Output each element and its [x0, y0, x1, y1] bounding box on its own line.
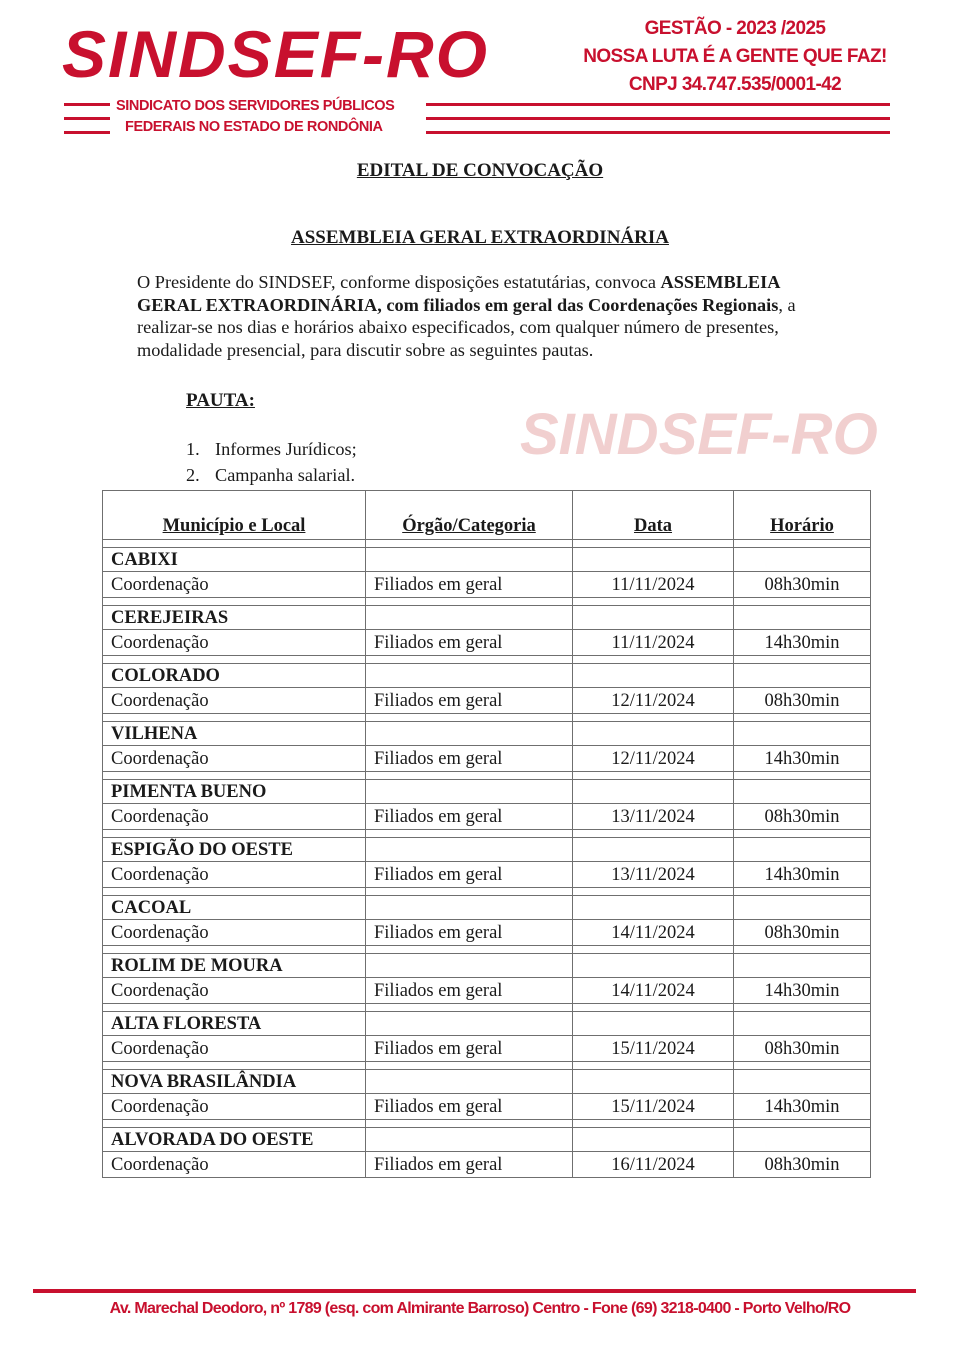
- management-period: GESTÃO - 2023 /2025: [644, 18, 826, 39]
- empty-cell: [366, 1070, 573, 1094]
- spacer-cell: [366, 1004, 573, 1012]
- municipality-name: VILHENA: [103, 722, 366, 746]
- time-cell: 14h30min: [734, 862, 871, 888]
- table-spacer-row: [103, 830, 871, 838]
- agenda-item: [186, 436, 357, 462]
- empty-cell: [573, 664, 734, 688]
- empty-cell: [573, 838, 734, 862]
- decorative-line: [426, 103, 890, 106]
- spacer-cell: [734, 1120, 871, 1128]
- location-cell: Coordenação: [103, 1036, 366, 1062]
- table-spacer-row: [103, 946, 871, 954]
- spacer-cell: [734, 1004, 871, 1012]
- municipality-name: CACOAL: [103, 896, 366, 920]
- time-cell: 08h30min: [734, 572, 871, 598]
- empty-cell: [366, 838, 573, 862]
- table-row: [103, 1152, 871, 1178]
- date-cell: 16/11/2024: [573, 1152, 734, 1178]
- category-cell: Filiados em geral: [366, 920, 573, 946]
- agenda-item-text: Informes Jurídicos;: [215, 439, 357, 459]
- decorative-line: [426, 131, 890, 134]
- spacer-cell: [366, 1120, 573, 1128]
- empty-cell: [573, 606, 734, 630]
- empty-cell: [573, 780, 734, 804]
- spacer-cell: [734, 946, 871, 954]
- spacer-cell: [366, 598, 573, 606]
- table-row: [103, 746, 871, 772]
- spacer-cell: [734, 598, 871, 606]
- cnpj: CNPJ 34.747.535/0001-42: [628, 74, 842, 95]
- spacer-cell: [734, 1062, 871, 1070]
- municipality-name: COLORADO: [103, 664, 366, 688]
- intro-paragraph: [137, 271, 837, 361]
- column-header-category: Órgão/Categoria: [366, 491, 573, 540]
- spacer-cell: [573, 714, 734, 722]
- empty-cell: [734, 1012, 871, 1036]
- empty-cell: [734, 954, 871, 978]
- document-title: EDITAL DE CONVOCAÇÃO: [356, 160, 604, 181]
- empty-cell: [366, 722, 573, 746]
- empty-cell: [573, 954, 734, 978]
- location-cell: Coordenação: [103, 804, 366, 830]
- category-cell: Filiados em geral: [366, 572, 573, 598]
- empty-cell: [366, 780, 573, 804]
- date-cell: 14/11/2024: [573, 978, 734, 1004]
- empty-cell: [573, 1070, 734, 1094]
- empty-cell: [366, 954, 573, 978]
- location-cell: Coordenação: [103, 862, 366, 888]
- spacer-cell: [366, 830, 573, 838]
- footer-address: Av. Marechal Deodoro, nº 1789 (esq. com Almirante Barroso) Centro - Fone (69) 3218-0400 - Porto Velho/RO: [109, 1300, 851, 1317]
- time-cell: 08h30min: [734, 920, 871, 946]
- agenda-heading: PAUTA:: [186, 390, 255, 411]
- decorative-line: [64, 117, 110, 120]
- date-cell: 13/11/2024: [573, 862, 734, 888]
- empty-cell: [573, 1012, 734, 1036]
- table-row: [103, 1094, 871, 1120]
- time-cell: 14h30min: [734, 1094, 871, 1120]
- spacer-cell: [103, 1120, 366, 1128]
- empty-cell: [573, 896, 734, 920]
- union-logo: SINDSEF-RO: [62, 17, 490, 91]
- municipality-name: ROLIM DE MOURA: [103, 954, 366, 978]
- table-row: [103, 920, 871, 946]
- spacer-cell: [573, 1004, 734, 1012]
- time-cell: 08h30min: [734, 804, 871, 830]
- municipality-name: NOVA BRASILÂNDIA: [103, 1070, 366, 1094]
- category-cell: Filiados em geral: [366, 1036, 573, 1062]
- schedule-table: [102, 490, 871, 1178]
- municipality-name: CABIXI: [103, 548, 366, 572]
- spacer-cell: [366, 540, 573, 548]
- empty-cell: [734, 722, 871, 746]
- spacer-cell: [103, 714, 366, 722]
- spacer-cell: [573, 830, 734, 838]
- municipality-name: PIMENTA BUENO: [103, 780, 366, 804]
- date-cell: 13/11/2024: [573, 804, 734, 830]
- spacer-cell: [573, 1062, 734, 1070]
- time-cell: 08h30min: [734, 1036, 871, 1062]
- empty-cell: [366, 1012, 573, 1036]
- spacer-cell: [366, 888, 573, 896]
- location-cell: Coordenação: [103, 978, 366, 1004]
- intro-text-2: , a realizar-se nos dias e horários abaixo especificados, com qualquer número de presentes, modalidade presencial, para discutir sobre as seguintes pautas.: [137, 294, 796, 360]
- location-cell: Coordenação: [103, 746, 366, 772]
- table-row-municipality: [103, 664, 871, 688]
- spacer-cell: [103, 598, 366, 606]
- spacer-cell: [573, 656, 734, 664]
- decorative-line: [426, 117, 890, 120]
- spacer-cell: [103, 540, 366, 548]
- decorative-line: [64, 103, 110, 106]
- date-cell: 15/11/2024: [573, 1036, 734, 1062]
- location-cell: Coordenação: [103, 630, 366, 656]
- category-cell: Filiados em geral: [366, 1094, 573, 1120]
- date-cell: 12/11/2024: [573, 746, 734, 772]
- table-spacer-row: [103, 540, 871, 548]
- location-cell: Coordenação: [103, 1152, 366, 1178]
- empty-cell: [734, 1128, 871, 1152]
- column-header-date: Data: [573, 491, 734, 540]
- union-name-line2: FEDERAIS NO ESTADO DE RONDÔNIA: [125, 119, 383, 135]
- empty-cell: [366, 606, 573, 630]
- category-cell: Filiados em geral: [366, 862, 573, 888]
- table-row: [103, 630, 871, 656]
- spacer-cell: [734, 540, 871, 548]
- spacer-cell: [573, 888, 734, 896]
- location-cell: Coordenação: [103, 572, 366, 598]
- table-row-municipality: [103, 954, 871, 978]
- spacer-cell: [366, 946, 573, 954]
- empty-cell: [734, 1070, 871, 1094]
- spacer-cell: [366, 1062, 573, 1070]
- agenda-item-number: 1.: [186, 439, 200, 459]
- table-spacer-row: [103, 772, 871, 780]
- spacer-cell: [103, 888, 366, 896]
- table-row: [103, 804, 871, 830]
- table-row: [103, 688, 871, 714]
- time-cell: 14h30min: [734, 630, 871, 656]
- table-row-municipality: [103, 548, 871, 572]
- category-cell: Filiados em geral: [366, 978, 573, 1004]
- schedule-rows: [103, 540, 871, 1178]
- spacer-cell: [734, 714, 871, 722]
- time-cell: 08h30min: [734, 1152, 871, 1178]
- agenda-item: [186, 462, 357, 488]
- spacer-cell: [734, 656, 871, 664]
- spacer-cell: [103, 1004, 366, 1012]
- municipality-name: ALVORADA DO OESTE: [103, 1128, 366, 1152]
- location-cell: Coordenação: [103, 920, 366, 946]
- spacer-cell: [573, 1120, 734, 1128]
- agenda-list: [186, 436, 357, 488]
- intro-text-bold: ASSEMBLEIA GERAL EXTRAORDINÁRIA, com filiados em geral das Coordenações Regionais: [137, 272, 780, 315]
- spacer-cell: [103, 656, 366, 664]
- table-row-municipality: [103, 722, 871, 746]
- table-row-municipality: [103, 780, 871, 804]
- empty-cell: [366, 664, 573, 688]
- date-cell: 11/11/2024: [573, 572, 734, 598]
- decorative-line: [64, 131, 110, 134]
- time-cell: 14h30min: [734, 746, 871, 772]
- spacer-cell: [366, 714, 573, 722]
- date-cell: 12/11/2024: [573, 688, 734, 714]
- spacer-cell: [573, 540, 734, 548]
- column-header-municipality: Município e Local: [103, 491, 366, 540]
- empty-cell: [573, 1128, 734, 1152]
- table-row-municipality: [103, 838, 871, 862]
- spacer-cell: [573, 598, 734, 606]
- spacer-cell: [573, 946, 734, 954]
- location-cell: Coordenação: [103, 1094, 366, 1120]
- spacer-cell: [103, 772, 366, 780]
- table-spacer-row: [103, 714, 871, 722]
- intro-text-1: O Presidente do SINDSEF, conforme disposições estatutárias, convoca: [137, 272, 661, 292]
- table-spacer-row: [103, 1120, 871, 1128]
- table-row: [103, 572, 871, 598]
- column-header-time: Horário: [734, 491, 871, 540]
- spacer-cell: [734, 830, 871, 838]
- category-cell: Filiados em geral: [366, 688, 573, 714]
- table-spacer-row: [103, 598, 871, 606]
- empty-cell: [734, 838, 871, 862]
- date-cell: 14/11/2024: [573, 920, 734, 946]
- table-row-municipality: [103, 1070, 871, 1094]
- empty-cell: [734, 606, 871, 630]
- table-header-row: [103, 491, 871, 540]
- spacer-cell: [734, 772, 871, 780]
- date-cell: 11/11/2024: [573, 630, 734, 656]
- empty-cell: [573, 548, 734, 572]
- date-cell: 15/11/2024: [573, 1094, 734, 1120]
- table-row-municipality: [103, 896, 871, 920]
- empty-cell: [734, 780, 871, 804]
- table-row-municipality: [103, 606, 871, 630]
- watermark: SINDSEF-RO: [520, 402, 878, 467]
- location-cell: Coordenação: [103, 688, 366, 714]
- municipality-name: ESPIGÃO DO OESTE: [103, 838, 366, 862]
- agenda-item-number: 2.: [186, 465, 200, 485]
- spacer-cell: [103, 830, 366, 838]
- document-subtitle: ASSEMBLEIA GERAL EXTRAORDINÁRIA: [291, 227, 669, 248]
- table-spacer-row: [103, 1062, 871, 1070]
- empty-cell: [734, 896, 871, 920]
- table-row-municipality: [103, 1012, 871, 1036]
- empty-cell: [366, 548, 573, 572]
- spacer-cell: [573, 772, 734, 780]
- category-cell: Filiados em geral: [366, 804, 573, 830]
- spacer-cell: [734, 888, 871, 896]
- municipality-name: ALTA FLORESTA: [103, 1012, 366, 1036]
- spacer-cell: [103, 946, 366, 954]
- spacer-cell: [366, 656, 573, 664]
- municipality-name: CEREJEIRAS: [103, 606, 366, 630]
- table-row-municipality: [103, 1128, 871, 1152]
- empty-cell: [734, 664, 871, 688]
- union-name-line1: SINDICATO DOS SERVIDORES PÚBLICOS: [116, 98, 395, 114]
- time-cell: 08h30min: [734, 688, 871, 714]
- empty-cell: [366, 896, 573, 920]
- spacer-cell: [103, 1062, 366, 1070]
- category-cell: Filiados em geral: [366, 746, 573, 772]
- table-spacer-row: [103, 656, 871, 664]
- empty-cell: [573, 722, 734, 746]
- table-row: [103, 1036, 871, 1062]
- empty-cell: [366, 1128, 573, 1152]
- empty-cell: [734, 548, 871, 572]
- table-row: [103, 862, 871, 888]
- table-row: [103, 978, 871, 1004]
- category-cell: Filiados em geral: [366, 630, 573, 656]
- spacer-cell: [366, 772, 573, 780]
- slogan: NOSSA LUTA É A GENTE QUE FAZ!: [583, 46, 887, 67]
- time-cell: 14h30min: [734, 978, 871, 1004]
- agenda-item-text: Campanha salarial.: [215, 465, 356, 485]
- footer-line: [33, 1289, 916, 1293]
- table-spacer-row: [103, 1004, 871, 1012]
- category-cell: Filiados em geral: [366, 1152, 573, 1178]
- table-spacer-row: [103, 888, 871, 896]
